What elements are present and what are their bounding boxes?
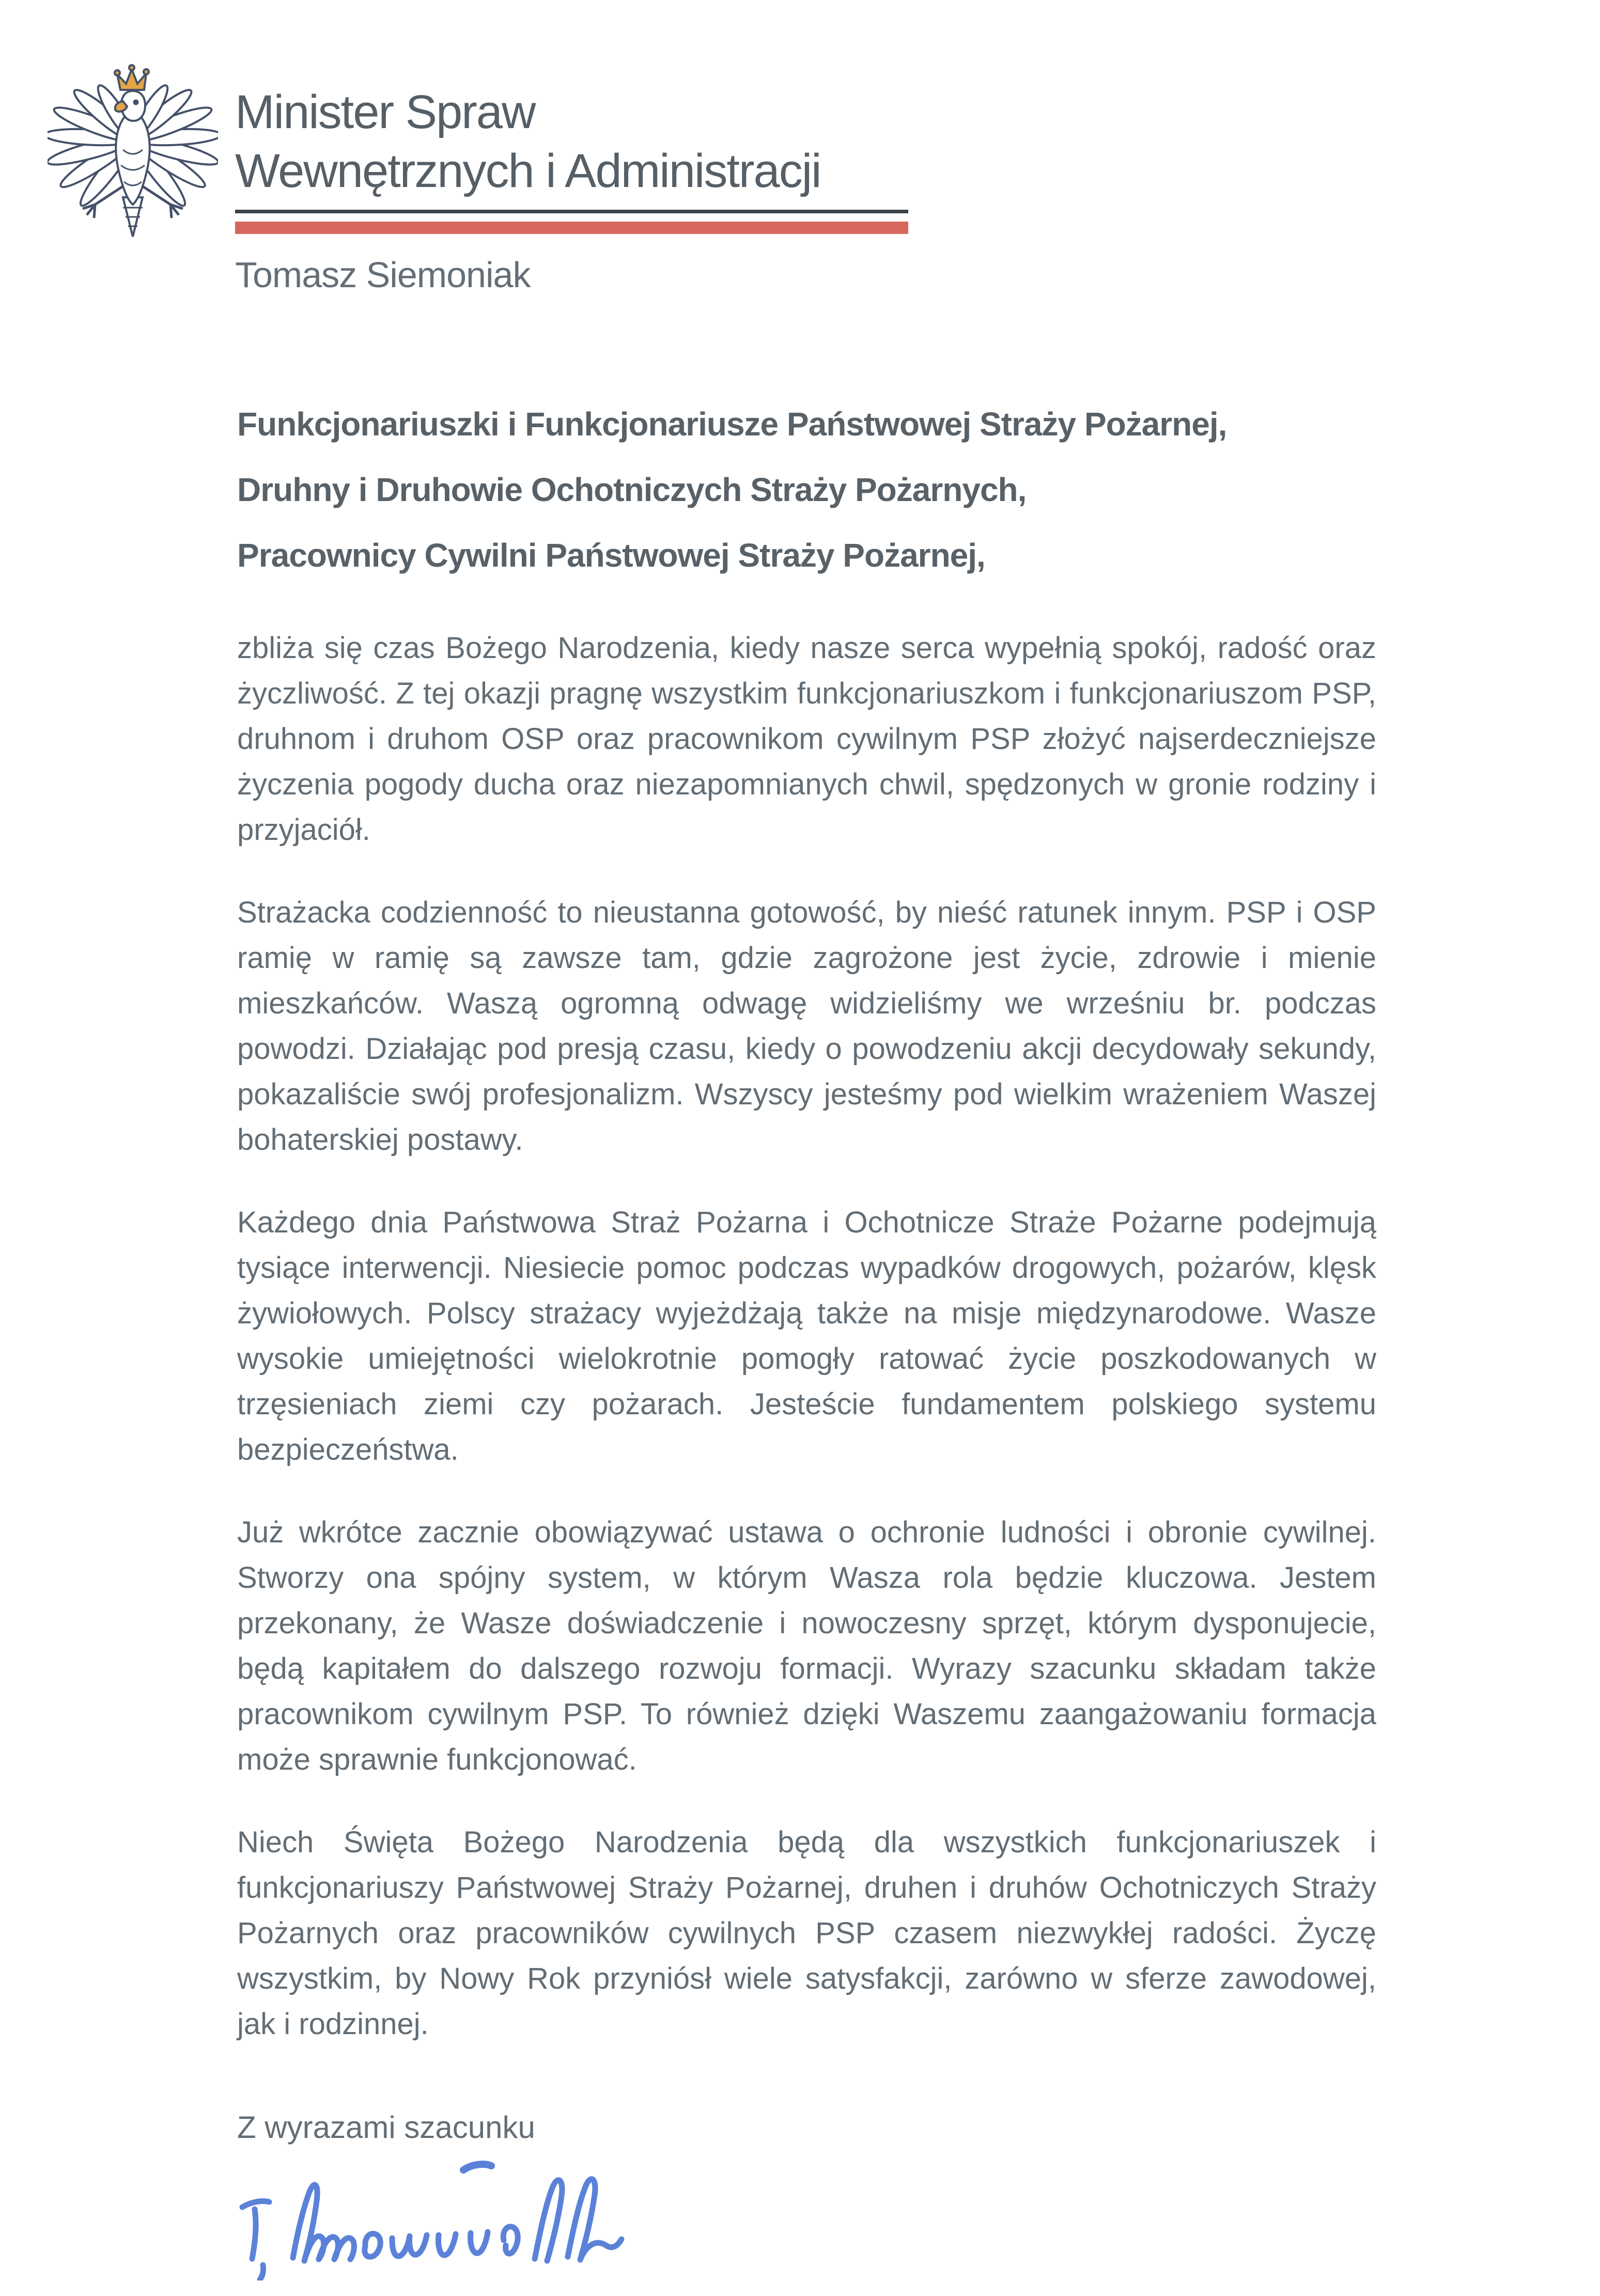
- ministry-title: [235, 83, 821, 200]
- eagle-crown: [115, 65, 149, 90]
- eagle-beak: [115, 101, 127, 112]
- header-divider-red-line: [235, 222, 908, 234]
- ministry-title-line2: Wewnętrznych i Administracji: [235, 145, 821, 197]
- salutation-line-1: Funkcjonariuszki i Funkcjonariusze Państwowej Straży Pożarnej,: [237, 405, 1227, 443]
- minister-name: Tomasz Siemoniak: [235, 255, 531, 295]
- minister-signature-icon: [237, 2158, 630, 2281]
- eagle-body: [116, 110, 149, 205]
- paragraph-1: zbliża się czas Bożego Narodzenia, kiedy nasze serca wypełnią spokój, radość oraz życzliwość. Z tej okazji pragnę wszystkim funkcjonariuszkom i funkcjonariuszom PSP, druhnom i druhom OSP oraz pracownikom cywilnym PSP złożyć najserdeczniejsze życzenia pogody ducha oraz niezapomnianych chwil, spędzonych w gronie rodziny i przyjaciół.: [237, 631, 1376, 847]
- letter-body: [237, 392, 1376, 2281]
- closing-formula: Z wyrazami szacunku: [237, 2110, 535, 2145]
- salutation-line-3: Pracownicy Cywilni Państwowej Straży Pożarnej,: [237, 537, 985, 574]
- paragraph-3: Każdego dnia Państwowa Straż Pożarna i Ochotnicze Straże Pożarne podejmują tysiące interwencji. Niesiecie pomoc podczas wypadków drogowych, pożarów, klęsk żywiołowych. Polscy strażacy wyjeżdżają także na misje międzynarodowe. Wasze wysokie umiejętności wielokrotnie pomogły ratować życie poszkodowanych w trzęsieniach ziemi czy pożarach. Jesteście fundamentem polskiego systemu bezpieczeństwa.: [237, 1206, 1376, 1466]
- ministry-title-line1: Minister Spraw: [235, 86, 535, 138]
- salutation: [237, 392, 1376, 588]
- salutation-line-2: Druhny i Druhowie Ochotniczych Straży Pożarnych,: [237, 471, 1027, 508]
- header-divider-dark-line: [235, 210, 908, 213]
- paragraph-2: Strażacka codzienność to nieustanna gotowość, by nieść ratunek innym. PSP i OSP ramię w ramię są zawsze tam, gdzie zagrożone jest życie, zdrowie i mienie mieszkańców. Waszą ogromną odwagę widzieliśmy we wrześniu br. podczas powodzi. Działając pod presją czasu, kiedy o powodzeniu akcji decydowały sekundy, pokazaliście swój profesjonalizm. Wszyscy jesteśmy pod wielkim wrażeniem Waszej bohaterskiej postawy.: [237, 896, 1376, 1157]
- paragraph-5: Niech Święta Bożego Narodzenia będą dla wszystkich funkcjonariuszek i funkcjonariuszy Państwowej Straży Pożarnej, druhen i druhów Ochotniczych Straży Pożarnych oraz pracowników cywilnych PSP czasem niezwykłej radości. Życzę wszystkim, by Nowy Rok przyniósł wiele satysfakcji, zarówno w sferze zawodowej, jak i rodzinnej.: [237, 1825, 1376, 2041]
- coat-of-arms-eagle-icon: [48, 62, 218, 248]
- paragraph-4: Już wkrótce zacznie obowiązywać ustawa o ochronie ludności i obronie cywilnej. Stworzy ona spójny system, w którym Wasza rola będzie kluczowa. Jestem przekonany, że Wasze doświadczenie i nowoczesny sprzęt, którym dysponujecie, będą kapitałem do dalszego rozwoju formacji. Wyrazy szacunku składam także pracownikom cywilnym PSP. To również dzięki Waszemu zaangażowaniu formacja może sprawnie funkcjonować.: [237, 1516, 1376, 1776]
